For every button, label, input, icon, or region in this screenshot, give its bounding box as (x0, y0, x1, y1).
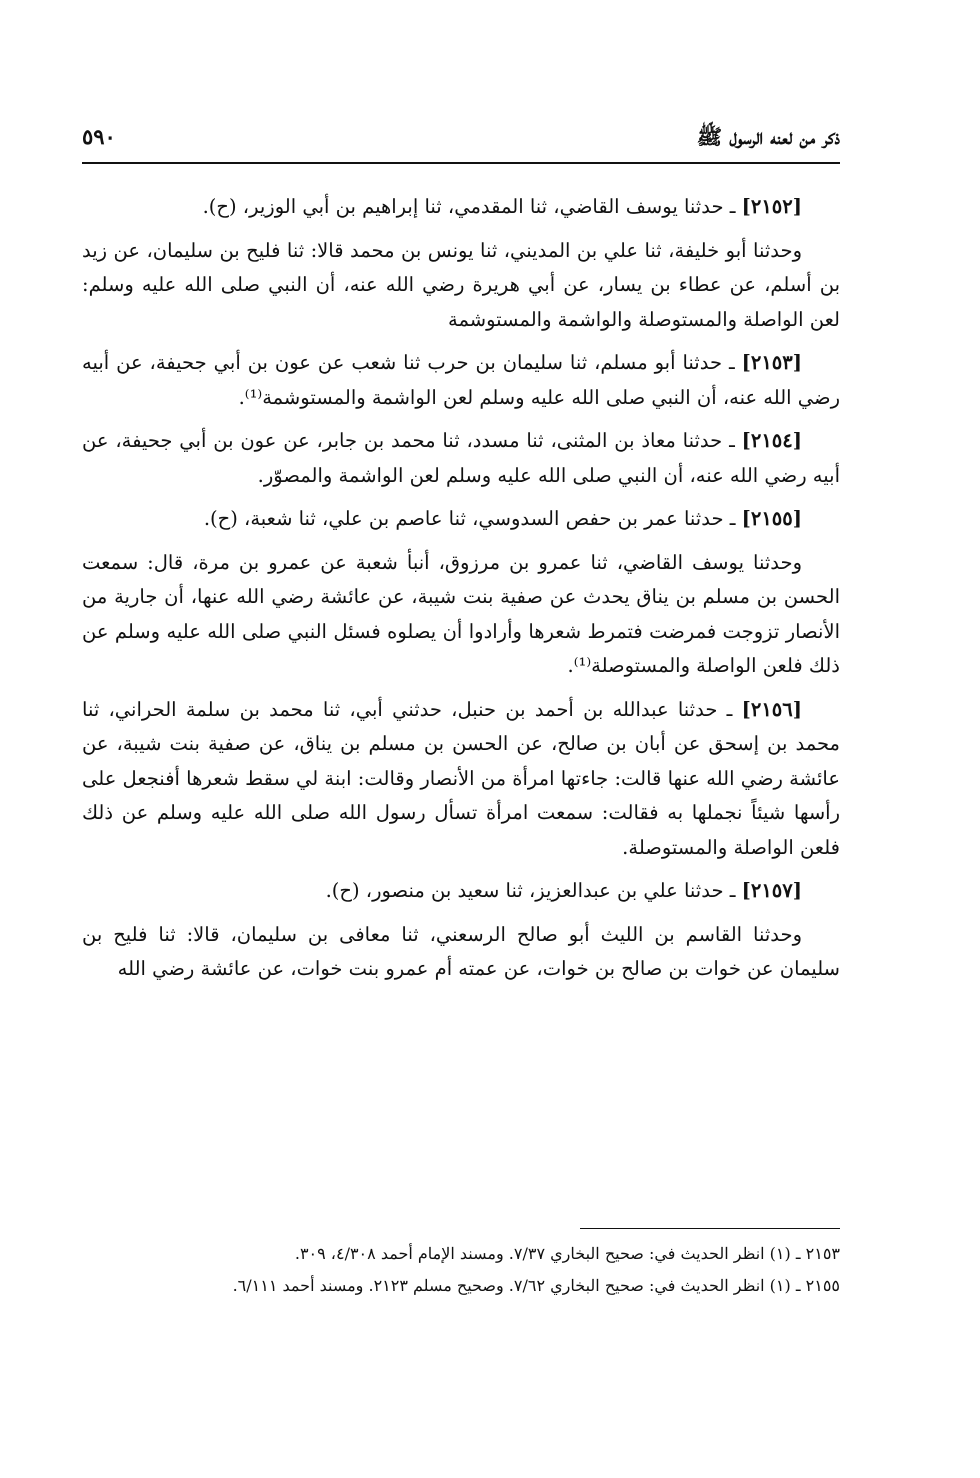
hadith-number: [٢١٥٣] (741, 351, 802, 374)
hadith-number: [٢١٥٦] (741, 697, 802, 721)
footnote: ٢١٥٣ ـ (١) انظر الحديث في: صحيح البخاري ٧/٣٧. ومسند الإمام أحمد ٤/٣٠٨، ٣٠٩. (294, 1244, 840, 1263)
running-header (82, 118, 840, 158)
hadith-text: ـ حدثنا يوسف القاضي، ثنا المقدمي، ثنا إبراهيم بن أبي الوزير، (ح). (202, 195, 742, 218)
hadith-number: [٢١٥٤] (741, 429, 802, 452)
hadith-number: [٢١٥٢] (741, 195, 802, 218)
hadith-paragraph (82, 918, 840, 987)
hadith-text: وحدثنا أبو خليفة، ثنا علي بن المديني، ثنا يونس بن محمد قالا: ثنا فليح بن سليمان، عن زيد بن أسلم، عن عطاء بن يسار، عن أبي هريرة رضي الله عنه، أن النبي صلى الله عليه وسلم: لعن الواصلة والمستوصلة والواشمة والمستوشمة (82, 238, 840, 331)
hadith-text: وحدثنا القاسم بن الليث أبو صالح الرسعني، ثنا معافى بن سليمان، قالا: ثنا فليح بن سليمان عن خوات بن صالح بن خوات، عن عمته أم عمرو بنت خوات، عن عائشة رضي الله (82, 922, 840, 980)
hadith-text: وحدثنا يوسف القاضي، ثنا عمرو بن مرزوق، أنبأ شعبة عن عمرو بن مرة، قال: سمعت الحسن بن مسلم بن يناق يحدث عن صفية بنت شيبة، عن عائشة رضي الله عنها، أن جارية من الأنصار تزوجت فمرضت فتمرط شعرها وأرادوا أن يصلوه فسئل النبي صلى الله عليه وسلم عن ذلك فلعن الواصلة والمستوصلة⁽¹⁾. (82, 550, 840, 677)
hadith-paragraph (82, 346, 840, 415)
body-text (82, 190, 840, 996)
hadith-paragraph (82, 234, 840, 338)
page-number: ٥٩٠ (82, 124, 116, 149)
hadith-paragraph (82, 190, 840, 225)
hadith-paragraph (82, 502, 840, 537)
hadith-text: ـ حدثنا عمر بن حفص السدوسي، ثنا عاصم بن علي، ثنا شعبة، (ح). (203, 507, 742, 530)
hadith-paragraph (82, 693, 840, 866)
hadith-number: [٢١٥٧] (741, 879, 802, 902)
footnotes (82, 1238, 840, 1302)
chapter-title: ذكر من لعنه الرسول ﷺ (696, 124, 840, 149)
hadith-text: ـ حدثنا علي بن عبدالعزيز، ثنا سعيد بن منصور، (ح). (325, 879, 742, 902)
footnote-divider (580, 1228, 840, 1229)
hadith-paragraph (82, 424, 840, 493)
hadith-number: [٢١٥٥] (741, 507, 802, 530)
hadith-text: ـ حدثنا أبو مسلم، ثنا سليمان بن حرب ثنا شعب عن عون بن أبي جحيفة، عن أبيه رضي الله عنه، أن النبي صلى الله عليه وسلم لعن الواشمة والمستوشمة⁽¹⁾. (82, 351, 840, 409)
hadith-text: ـ حدثنا معاذ بن المثنى، ثنا مسدد، ثنا محمد بن جابر، عن عون بن أبي جحيفة، عن أبيه رضي الله عنه، أن النبي صلى الله عليه وسلم لعن الواشمة والمصوّر. (82, 429, 840, 487)
footnote: ٢١٥٥ ـ (١) انظر الحديث في: صحيح البخاري ٧/٦٢. وصحيح مسلم ٢١٢٣. ومسند أحمد ٦/١١١. (232, 1276, 840, 1295)
header-divider (82, 162, 840, 164)
hadith-text: ـ حدثنا عبدالله بن أحمد بن حنبل، حدثني أبي، ثنا محمد بن سلمة الحراني، ثنا محمد بن إسحق عن أبان بن صالح، عن الحسن بن مسلم بن يناق، عن صفية بنت شيبة، عن عائشة رضي الله عنها قالت: جاءتها امرأة من الأنصار وقالت: ابنة لي سقط شعرها أفنجعل على رأسها شيئاً نجملها به فقالت: سمعت امرأة تسأل رسول الله صلى الله عليه وسلم عن ذلك فلعن الواصلة والمستوصلة. (82, 697, 840, 859)
hadith-paragraph (82, 874, 840, 909)
hadith-paragraph (82, 546, 840, 684)
